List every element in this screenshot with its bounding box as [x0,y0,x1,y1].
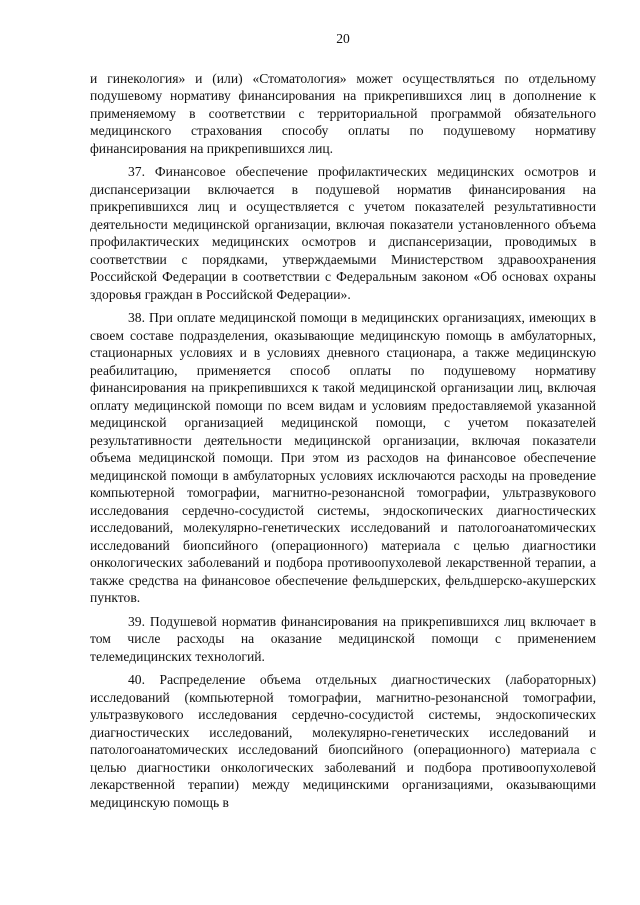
paragraph-37: 37. Финансовое обеспечение профилактических медицинских осмотров и диспансеризации включается в подушевой норматив финансирования на прикрепившихся лиц и осуществляется с учетом показателей результативности деятельности медицинской организации, включая показатели установленного объема профилактических медицинских осмотров и диспансеризации, проводимых в соответствии с порядками, утверждаемыми Министерством здравоохранения Российской Федерации в соответствии с Федеральным законом «Об основах охраны здоровья граждан в Российской Федерации». [90,164,596,302]
paragraph-38: 38. При оплате медицинской помощи в медицинских организациях, имеющих в своем составе подразделения, оказывающие медицинскую помощь в амбулаторных, стационарных условиях и в условиях дневного стационара, а также медицинскую реабилитацию, применяется способ оплаты по подушевому нормативу финансирования на прикрепившихся к такой медицинской организации лиц, включая оплату медицинской помощи по всем видам и условиям предоставляемой указанной медицинской организацией медицинской помощи, с учетом показателей результативности деятельности медицинской организации, включая показатели объема медицинской помощи. При этом из расходов на финансовое обеспечение медицинской помощи в амбулаторных условиях исключаются расходы на проведение компьютерной томографии, магнитно-резонансной томографии, ультразвукового исследования сердечно-сосудистой системы, эндоскопических диагностических исследований, молекулярно-генетических исследований и патологоанатомических исследований биопсийного (операционного) материала с целью диагностики онкологических заболеваний и подбора противоопухолевой лекарственной терапии, а также средства на финансовое обеспечение фельдшерских, фельдшерско-акушерских пунктов. [90,310,596,605]
document-page [90,30,596,817]
page-number: 20 [336,31,350,46]
paragraph-39: 39. Подушевой норматив финансирования на прикрепившихся лиц включает в том числе расходы на оказание медицинской помощи с применением телемедицинских технологий. [90,613,596,664]
paragraph-continued: и гинекология» и (или) «Стоматология» может осуществляться по отдельному подушевому нормативу финансирования на прикрепившихся лиц в дополнение к применяемому в соответствии с территориальной программой обязательного медицинского страхования способу оплаты по подушевому нормативу финансирования на прикрепившихся лиц. [90,70,596,156]
paragraph-40: 40. Распределение объема отдельных диагностических (лабораторных) исследований (компьютерной томографии, магнитно-резонансной томографии, ультразвукового исследования сердечно-сосудистой системы, эндоскопических диагностических исследований, молекулярно-генетических исследований и патологоанатомических исследований биопсийного (операционного) материала с целью диагностики онкологических заболеваний и подбора противоопухолевой лекарственной терапии) между медицинскими организациями, оказывающими медицинскую помощь в [90,672,596,810]
